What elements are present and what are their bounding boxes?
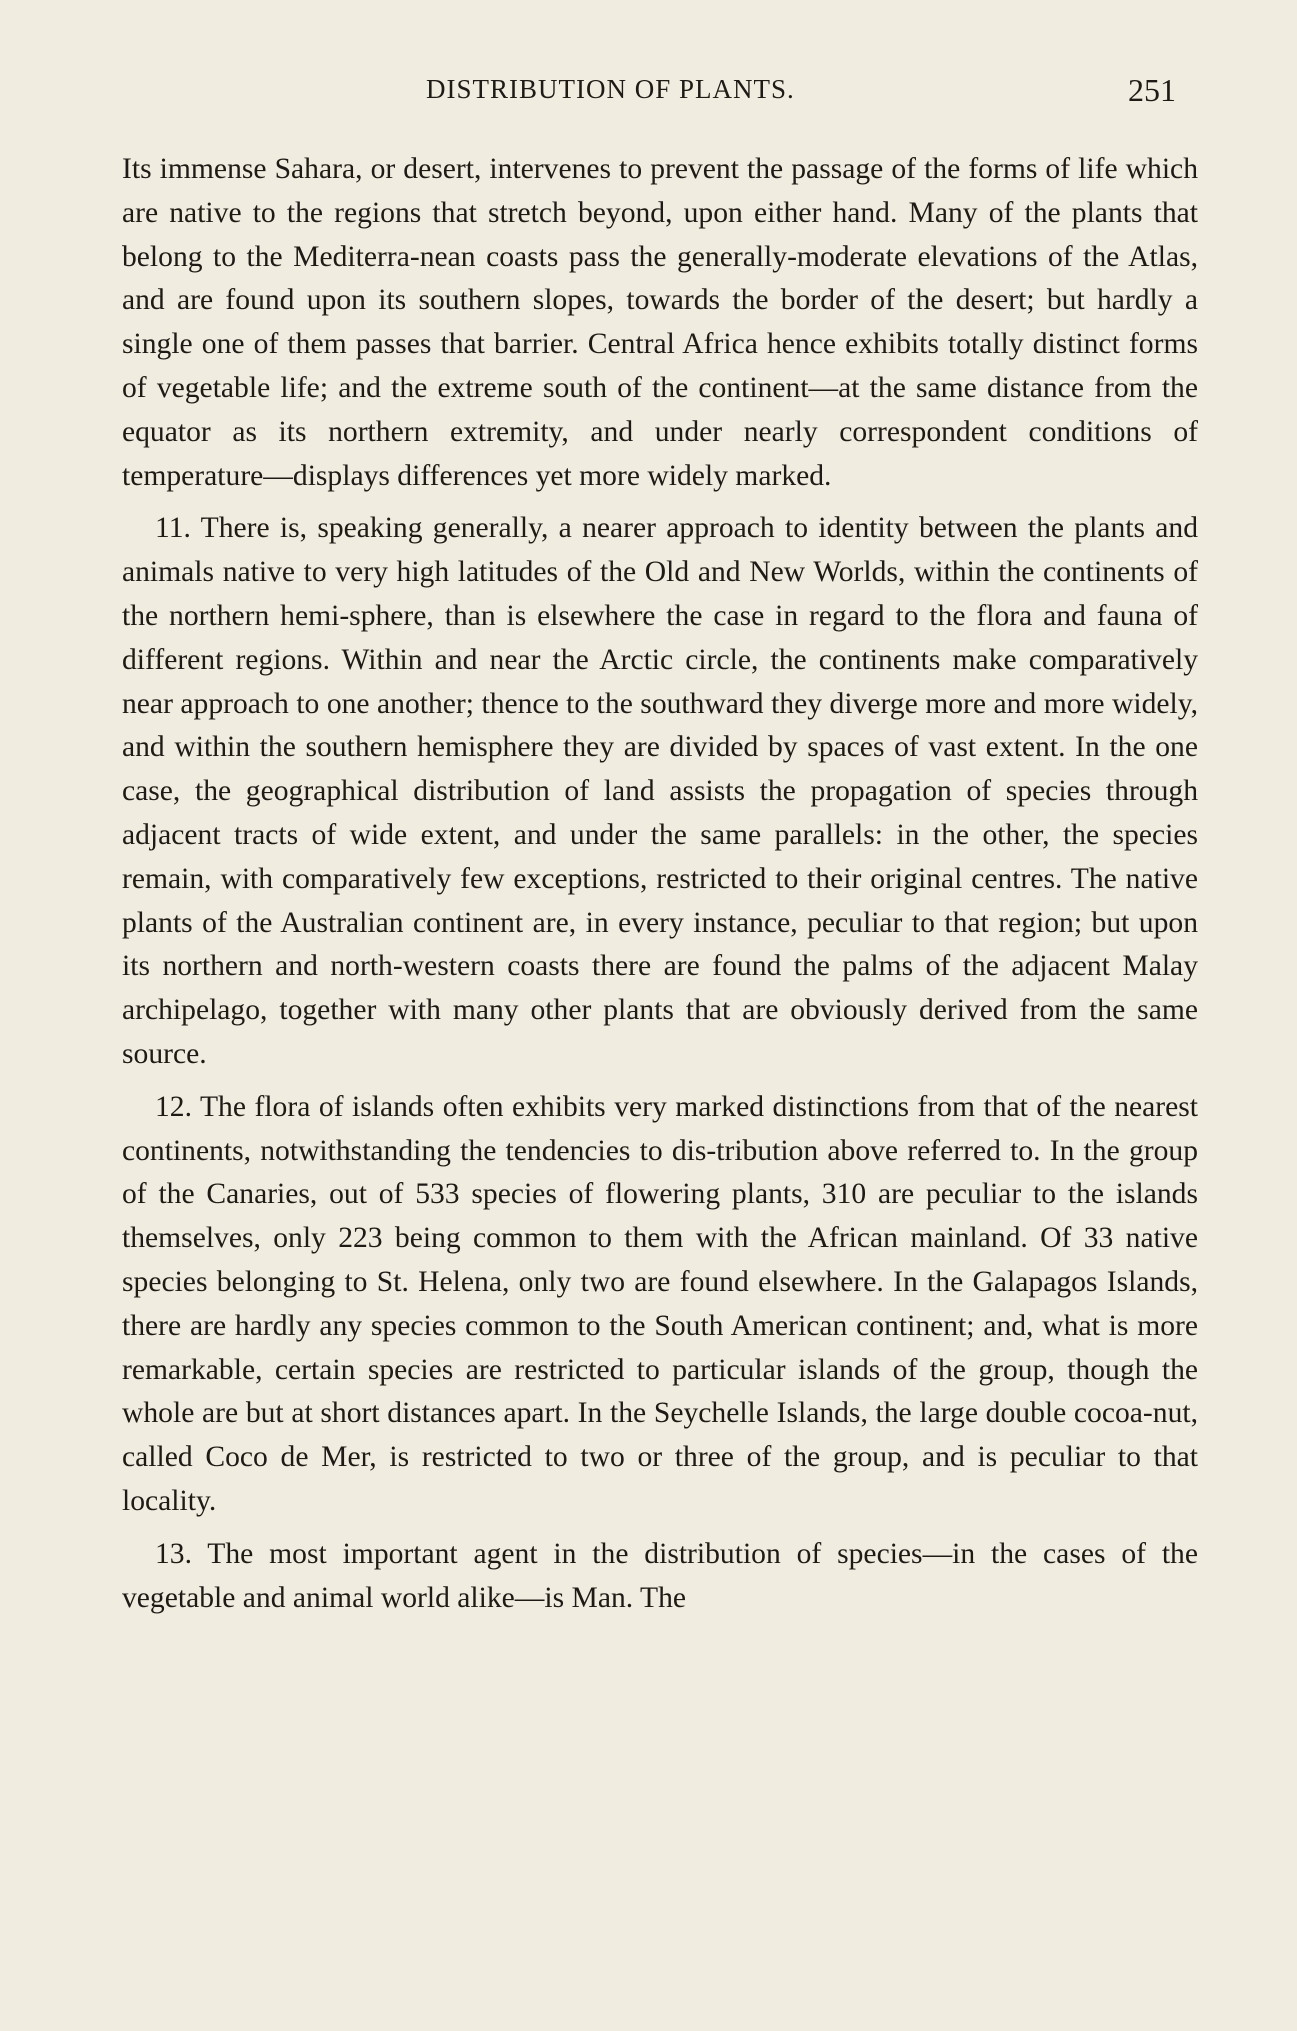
page-number: 251 <box>1128 72 1176 108</box>
paragraph-12: 12. The flora of islands often exhibits very marked distinctions from that of the nearest continents, notwithstanding the tendencies to dis-tribution above referred to. In the group of the Canaries, out of 533 species of flowering plants, 310 are peculiar to the islands themselves, only 223 being common to them with the African mainland. Of 33 native species belonging to St. Helena, only two are found elsewhere. In the Galapagos Islands, there are hardly any species common to the South American continent; and, what is more remarkable, certain species are restricted to particular islands of the group, though the whole are but at short distances apart. In the Seychelle Islands, the large double cocoa-nut, called Coco de Mer, is restricted to two or three of the group, and is peculiar to that locality. <box>122 1090 1198 1517</box>
running-head: DISTRIBUTION OF PLANTS. <box>426 74 795 104</box>
paragraph-13: 13. The most important agent in the distribution of species—in the cases of the vegetable and animal world alike—is Man. The <box>122 1537 1198 1614</box>
paragraph-11: 11. There is, speaking generally, a nearer approach to identity between the plants and animals native to very high latitudes of the Old and New Worlds, within the continents of the northern hemi-sphere, than is elsewhere the case in regard to the flora and fauna of different regions. Within and near the Arctic circle, the continents make comparatively near approach to one another; thence to the southward they diverge more and more widely, and within the southern hemisphere they are divided by spaces of vast extent. In the one case, the geographical distribution of land assists the propagation of species through adjacent tracts of wide extent, and under the same parallels: in the other, the species remain, with comparatively few exceptions, restricted to their original centres. The native plants of the Australian continent are, in every instance, peculiar to that region; but upon its northern and north-western coasts there are found the palms of the adjacent Malay archipelago, together with many other plants that are obviously derived from the same source. <box>122 512 1198 1070</box>
paragraph-continuation: Its immense Sahara, or desert, intervenes to prevent the passage of the forms of life which are native to the regions that stretch beyond, upon either hand. Many of the plants that belong to the Mediterra-nean coasts pass the generally-moderate elevations of the Atlas, and are found upon its southern slopes, towards the border of the desert; but hardly a single one of them passes that barrier. Central Africa hence exhibits totally distinct forms of vegetable life; and the extreme south of the continent—at the same distance from the equator as its northern extremity, and under nearly correspondent conditions of temperature—displays differences yet more widely marked. <box>122 153 1198 492</box>
page-header <box>0 74 1297 118</box>
body-text <box>122 148 1198 1620</box>
